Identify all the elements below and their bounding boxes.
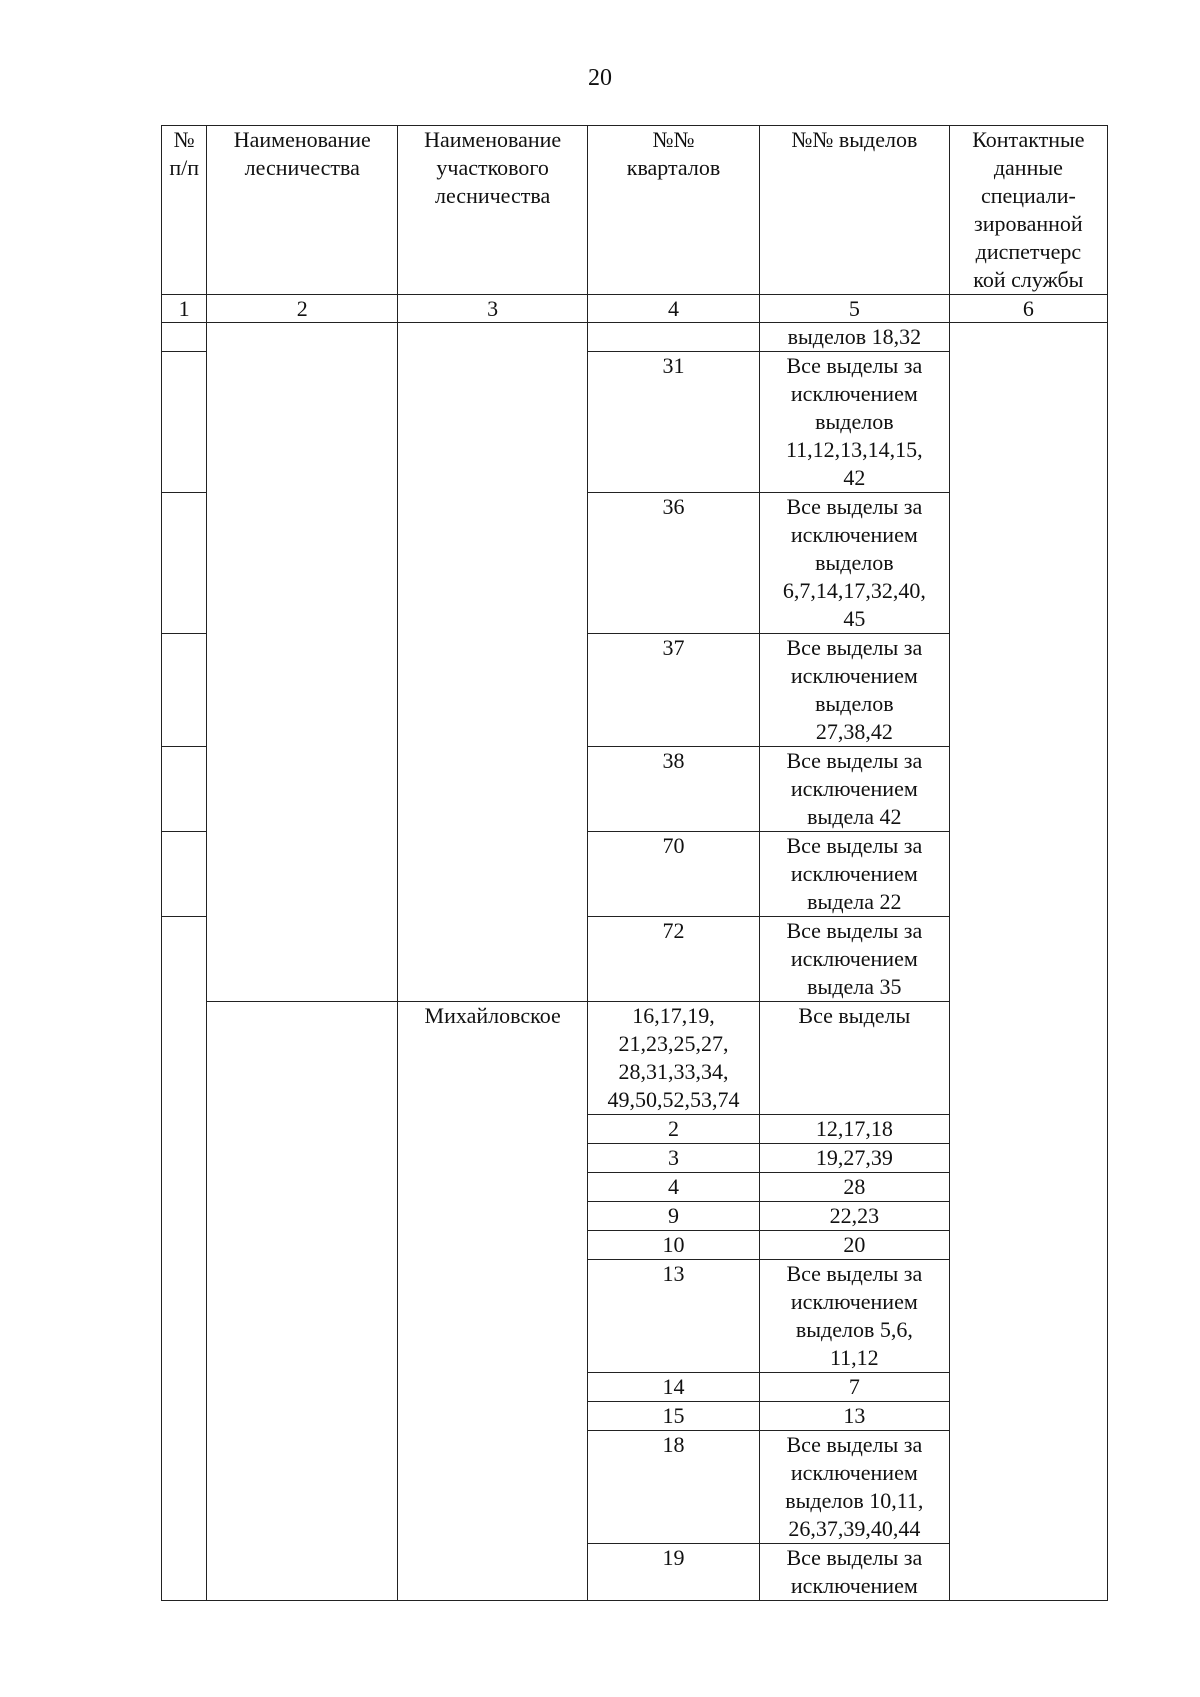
quarter-cell: 14 xyxy=(588,1373,760,1402)
forest-sections-table xyxy=(161,125,1108,1601)
forestry-name-cell xyxy=(207,1002,398,1601)
sections-cell: 20 xyxy=(759,1231,949,1260)
quarter-cell: 4 xyxy=(588,1173,760,1202)
row-number-cell xyxy=(162,832,207,917)
quarter-cell: 3 xyxy=(588,1144,760,1173)
quarter-cell: 16,17,19, 21,23,25,27, 28,31,33,34, 49,50,52,53,74 xyxy=(588,1002,760,1115)
page-number: 20 xyxy=(588,65,612,91)
quarter-cell: 13 xyxy=(588,1260,760,1373)
header-quarter-numbers: №№ кварталов xyxy=(588,126,760,295)
sections-cell: Все выделы за исключением выделов 27,38,42 xyxy=(759,634,949,747)
quarter-cell: 36 xyxy=(588,493,760,634)
column-number: 4 xyxy=(588,295,760,323)
column-number: 1 xyxy=(162,295,207,323)
district-forestry-cell: Михайловское xyxy=(398,1002,588,1601)
column-number: 3 xyxy=(398,295,588,323)
sections-cell: Все выделы за исключением xyxy=(759,1544,949,1601)
sections-cell: Все выделы за исключением выдела 42 xyxy=(759,747,949,832)
sections-cell: Все выделы за исключением выдела 22 xyxy=(759,832,949,917)
sections-cell: 12,17,18 xyxy=(759,1115,949,1144)
header-section-numbers: №№ выделов xyxy=(759,126,949,295)
sections-cell: 22,23 xyxy=(759,1202,949,1231)
table-header-row xyxy=(162,126,1108,295)
row-number-cell xyxy=(162,323,207,352)
column-number-row xyxy=(162,295,1108,323)
sections-cell: 28 xyxy=(759,1173,949,1202)
quarter-cell: 2 xyxy=(588,1115,760,1144)
quarter-cell: 38 xyxy=(588,747,760,832)
header-forestry-name: Наименование лесничества xyxy=(207,126,398,295)
quarter-cell: 72 xyxy=(588,917,760,1002)
sections-cell: Все выделы xyxy=(759,1002,949,1115)
quarter-cell: 9 xyxy=(588,1202,760,1231)
quarter-cell: 37 xyxy=(588,634,760,747)
sections-cell: 19,27,39 xyxy=(759,1144,949,1173)
sections-cell: Все выделы за исключением выделов 11,12,13,14,15, 42 xyxy=(759,352,949,493)
sections-cell: Все выделы за исключением выдела 35 xyxy=(759,917,949,1002)
quarter-cell: 19 xyxy=(588,1544,760,1601)
row-number-cell xyxy=(162,634,207,747)
quarter-cell: 15 xyxy=(588,1402,760,1431)
column-number: 2 xyxy=(207,295,398,323)
header-row-number: № п/п xyxy=(162,126,207,295)
quarter-cell: 70 xyxy=(588,832,760,917)
forestry-name-cell xyxy=(207,323,398,1002)
sections-cell: Все выделы за исключением выделов 10,11, 26,37,39,40,44 xyxy=(759,1431,949,1544)
table-row xyxy=(162,323,1108,352)
sections-cell: 13 xyxy=(759,1402,949,1431)
header-district-forestry-name: Наименование участкового лесничества xyxy=(398,126,588,295)
row-number-cell xyxy=(162,352,207,493)
row-number-cell xyxy=(162,917,207,1601)
sections-cell: Все выделы за исключением выделов 5,6, 11,12 xyxy=(759,1260,949,1373)
column-number: 6 xyxy=(949,295,1107,323)
quarter-cell xyxy=(588,323,760,352)
row-number-cell xyxy=(162,747,207,832)
quarter-cell: 10 xyxy=(588,1231,760,1260)
sections-cell: выделов 18,32 xyxy=(759,323,949,352)
column-number: 5 xyxy=(759,295,949,323)
sections-cell: 7 xyxy=(759,1373,949,1402)
quarter-cell: 31 xyxy=(588,352,760,493)
sections-cell: Все выделы за исключением выделов 6,7,14,17,32,40, 45 xyxy=(759,493,949,634)
row-number-cell xyxy=(162,493,207,634)
header-dispatch-contacts: Контактные данные специали- зированной диспетчерс кой службы xyxy=(949,126,1107,295)
quarter-cell: 18 xyxy=(588,1431,760,1544)
dispatch-contacts-cell xyxy=(949,323,1107,1601)
district-forestry-cell xyxy=(398,323,588,1002)
